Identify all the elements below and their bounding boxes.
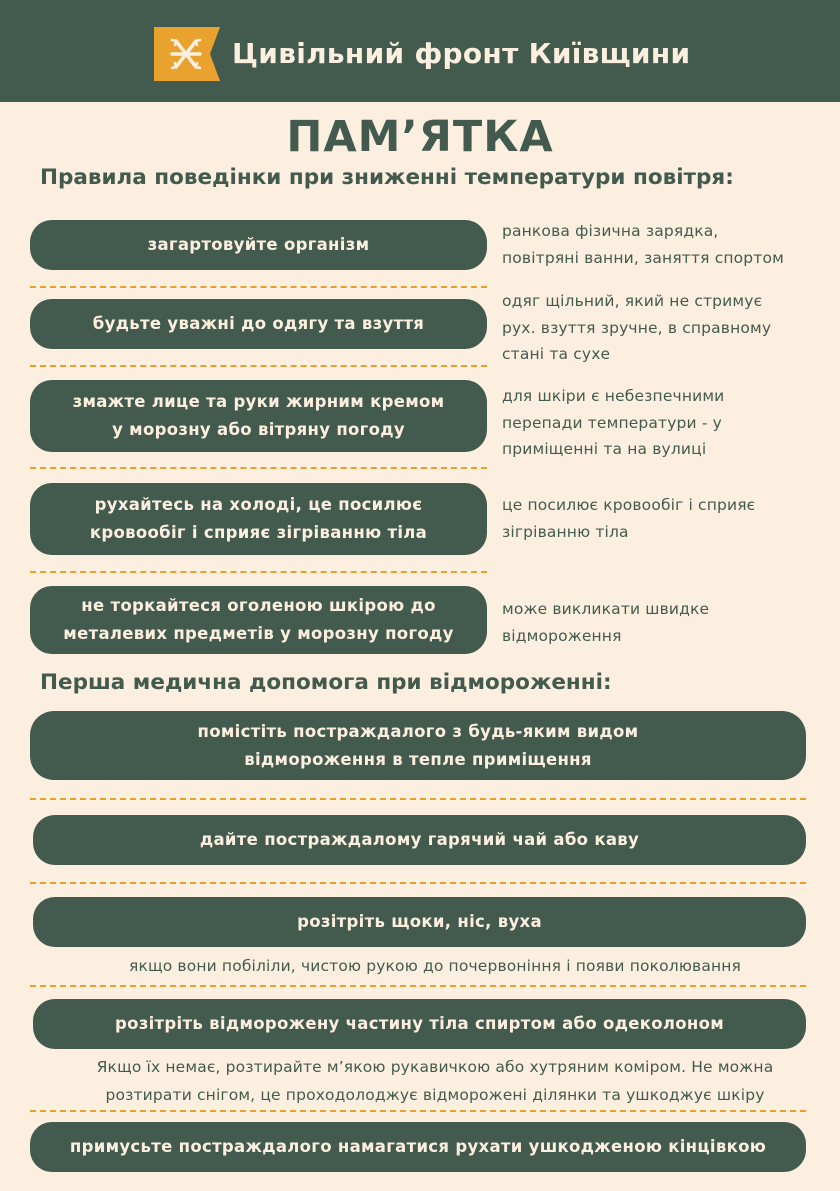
dashed-divider bbox=[30, 365, 487, 367]
rule-note-line: одяг щільний, який не стримує bbox=[502, 292, 763, 310]
step-text-line: розітріть щоки, ніс, вуха bbox=[297, 912, 542, 931]
rule-text-line: рухайтесь на холоді, це посилює bbox=[94, 495, 423, 514]
rule-text-line: кровообіг і сприяє зігріванню тіла bbox=[89, 523, 428, 542]
rule-note bbox=[502, 596, 822, 649]
rule-note-line: ранкова фізична зарядка, bbox=[502, 222, 719, 240]
step-text-line: примусьте постраждалого намагатися рухати ушкодженою кінцівкою bbox=[69, 1137, 767, 1156]
dashed-divider bbox=[30, 985, 806, 987]
rule-pill bbox=[30, 586, 487, 654]
rule-text-line: змажте лице та руки жирним кремом bbox=[72, 392, 445, 411]
step-text-line: розітріть відморожену частину тіла спиртом або одеколоном bbox=[114, 1014, 725, 1033]
rule-note-line: стані та сухе bbox=[502, 345, 611, 363]
step-pill bbox=[33, 897, 806, 947]
rule-note-line: зігріванню тіла bbox=[502, 522, 629, 541]
step-pill bbox=[30, 1122, 806, 1172]
rule-pill bbox=[30, 299, 487, 349]
rule-note bbox=[502, 288, 822, 368]
step-text-line: дайте постраждалому гарячий чай або каву bbox=[199, 830, 640, 849]
dashed-divider bbox=[30, 286, 487, 288]
rule-note bbox=[502, 218, 822, 271]
step-hint-line: Якщо їх немає, розтирайте м’якою рукавичкою або хутряним коміром. Не можна bbox=[96, 1058, 774, 1076]
step-hint bbox=[30, 952, 840, 980]
rule-note bbox=[502, 383, 822, 463]
rule-text-line: не торкайтеся оголеною шкірою до bbox=[81, 596, 436, 615]
rule-note-line: може викликати швидке bbox=[502, 600, 710, 618]
page-title: ПАМ’ЯТКА bbox=[286, 112, 554, 162]
dashed-divider bbox=[30, 798, 806, 800]
rule-text-line: у морозну або вітряну погоду bbox=[112, 420, 405, 439]
rule-note-line: це посилює кровообіг і сприяє bbox=[502, 496, 756, 514]
dashed-divider bbox=[30, 882, 806, 884]
header-bar bbox=[0, 0, 840, 102]
step-hint-line: якщо вони побіліли, чистою рукою до почервоніння і появи поколювання bbox=[128, 957, 742, 975]
step-pill bbox=[30, 711, 806, 780]
section-heading-first-aid: Перша медична допомога при відмороженні: bbox=[40, 670, 612, 695]
rule-note-line: повітряні ванни, заняття спортом bbox=[502, 248, 784, 267]
rule-note-line: рух. взуття зручне, в справному bbox=[502, 318, 772, 337]
step-text-line: відмороження в тепле приміщення bbox=[244, 749, 592, 769]
rule-pill bbox=[30, 483, 487, 555]
step-hint bbox=[30, 1053, 840, 1109]
section-heading-behavior: Правила поведінки при зниженні температури повітря: bbox=[40, 165, 734, 190]
rule-pill bbox=[30, 220, 487, 270]
dashed-divider bbox=[30, 467, 487, 469]
step-hint-line: розтирати снігом, це проходолоджує відморожені ділянки та ушкоджує шкіру bbox=[105, 1086, 765, 1104]
rule-note-line: відмороження bbox=[502, 626, 622, 645]
dashed-divider bbox=[30, 1110, 806, 1112]
rule-note-line: для шкіри є небезпечними bbox=[502, 387, 725, 405]
step-pill bbox=[33, 999, 806, 1049]
rule-pill bbox=[30, 380, 487, 452]
rule-text-line: металевих предметів у морозну погоду bbox=[63, 624, 454, 643]
rule-note bbox=[502, 492, 822, 545]
rule-note-line: приміщенні та на вулиці bbox=[502, 440, 707, 458]
org-name: Цивільний фронт Київщини bbox=[232, 37, 691, 70]
step-pill bbox=[33, 815, 806, 865]
rule-text-line: загартовуйте організм bbox=[147, 235, 370, 254]
rule-text-line: будьте уважні до одягу та взуття bbox=[92, 314, 425, 333]
dashed-divider bbox=[30, 571, 487, 573]
civil-front-logo-icon bbox=[154, 27, 220, 81]
step-text-line: помістіть постраждалого з будь-яким видом bbox=[197, 721, 639, 741]
rule-note-line: перепади температури - у bbox=[502, 413, 722, 432]
